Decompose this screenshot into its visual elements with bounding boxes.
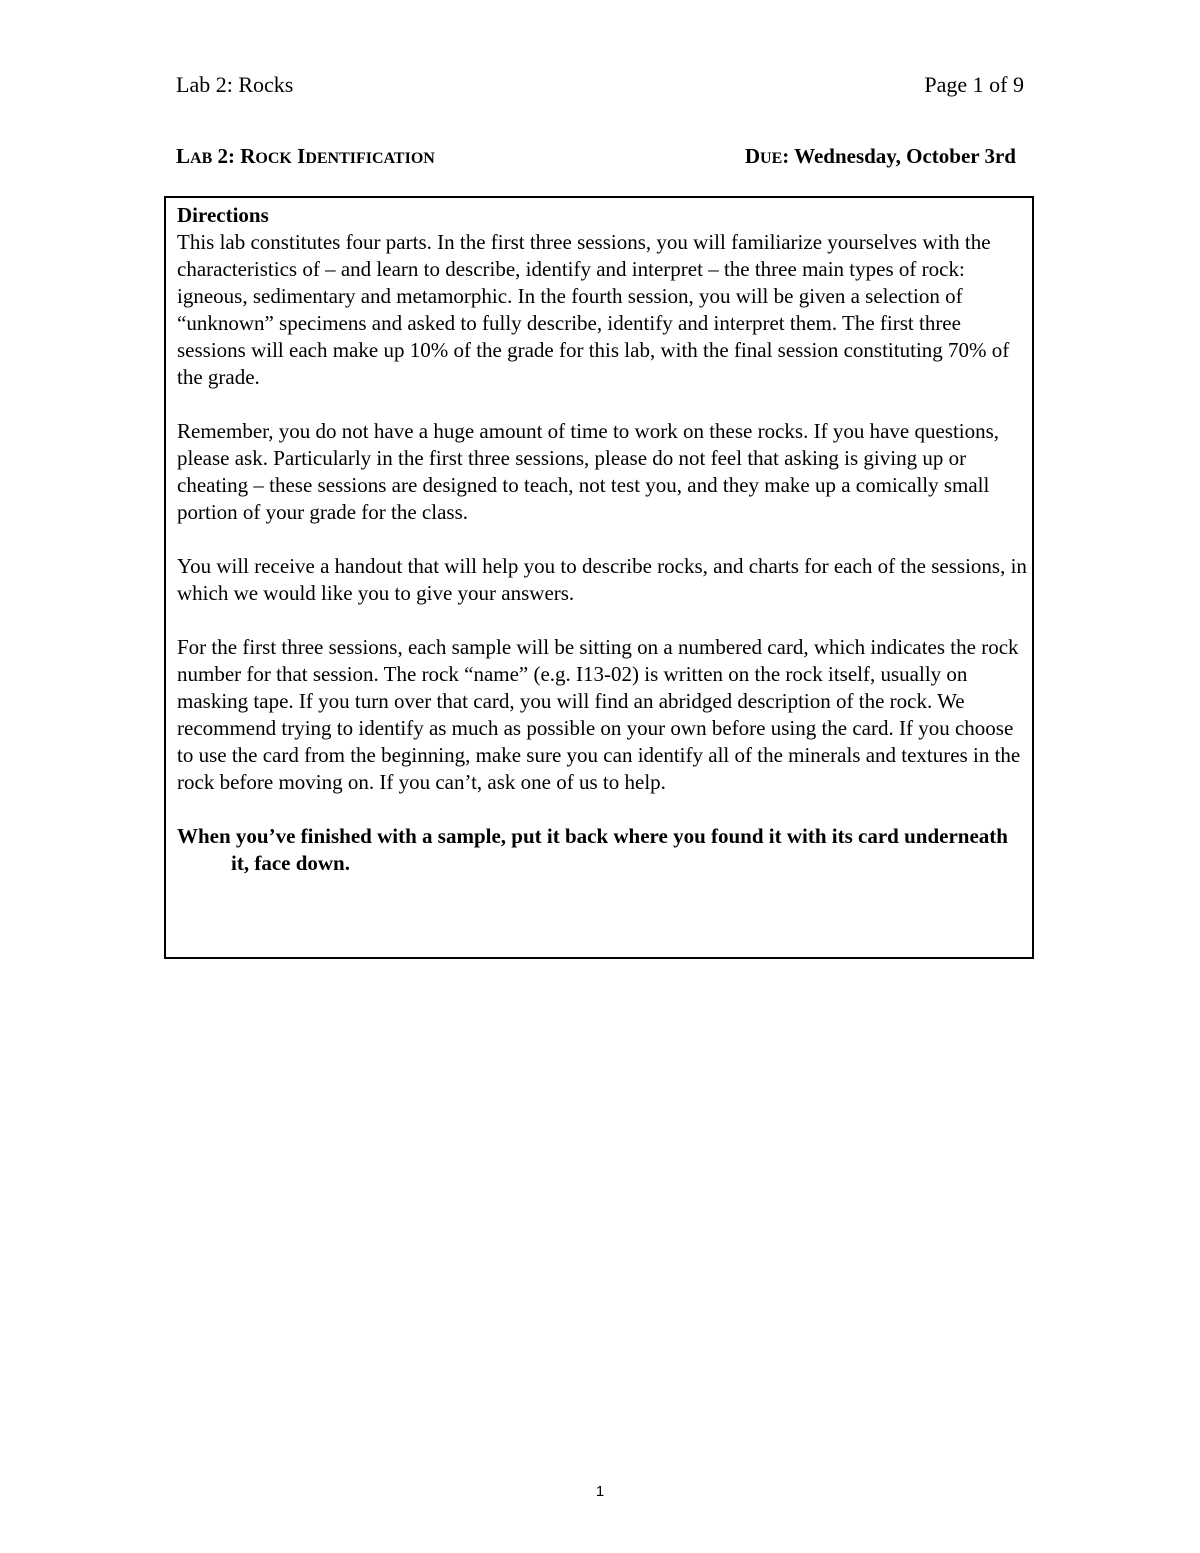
due-cap-d: D	[744, 144, 761, 168]
directions-box	[164, 196, 1034, 959]
lab-title-cap-i: I	[297, 144, 306, 168]
directions-paragraph-4: For the first three sessions, each sample will be sitting on a numbered card, which indicates the rock number for that session. The rock “name” (e.g. I13-02) is written on the rock itself, usually on masking tape. If you turn over that card, you will find an abridged description of the rock. We recommend trying to identify as much as possible on your own before using the card. If you choose to use the card from the beginning, make sure you can identify all of the minerals and textures in the rock before moving on. If you can’t, ask one of us to help.	[177, 635, 1021, 794]
directions-paragraph-1: This lab constitutes four parts. In the first three sessions, you will familiarize yourselves with the characteristics of – and learn to describe, identify and interpret – the three main types of rock: igneous, sedimentary and metamorphic. In the fourth session, you will be given a selection of “unknown” specimens and asked to fully describe, identify and interpret them. The first three sessions will each make up 10% of the grade for this lab, with the final session constituting 70% of the grade.	[177, 230, 1010, 389]
lab-title-cap-l: L	[176, 144, 191, 168]
directions-final-note: When you’ve finished with a sample, put it back where you found it with its card underneath it, face down.	[177, 824, 1008, 875]
due-date-value: : Wednesday, October 3rd	[782, 144, 1016, 168]
lab-title-rest-ock: OCK	[255, 150, 292, 167]
directions-content	[177, 202, 1027, 904]
due-rest-ue: UE	[760, 150, 783, 167]
directions-heading: Directions	[177, 203, 269, 227]
directions-paragraph-3: You will receive a handout that will help you to describe rocks, and charts for each of the sessions, in which we would like you to give your answers.	[177, 554, 1027, 605]
title-row	[176, 141, 1016, 171]
lab-title-cap-r: R	[240, 144, 256, 168]
lab-title-number: 2:	[212, 144, 241, 168]
due-date	[745, 141, 1016, 174]
lab-title-rest-dentification: DENTIFICATION	[305, 150, 435, 167]
directions-paragraph-2: Remember, you do not have a huge amount of time to work on these rocks. If you have questions, please ask. Particularly in the first three sessions, please do not feel that asking is giving up or cheating – these sessions are designed to teach, not test you, and they make up a comically small portion of your grade for the class.	[177, 419, 1000, 524]
running-header	[176, 70, 1024, 100]
header-doc-title: Lab 2: Rocks	[176, 72, 294, 97]
header-page-indicator: Page 1 of 9	[924, 72, 1024, 97]
lab-title	[176, 141, 435, 174]
lab-title-rest-ab: AB	[190, 150, 213, 167]
page-number: 1	[595, 1483, 605, 1500]
